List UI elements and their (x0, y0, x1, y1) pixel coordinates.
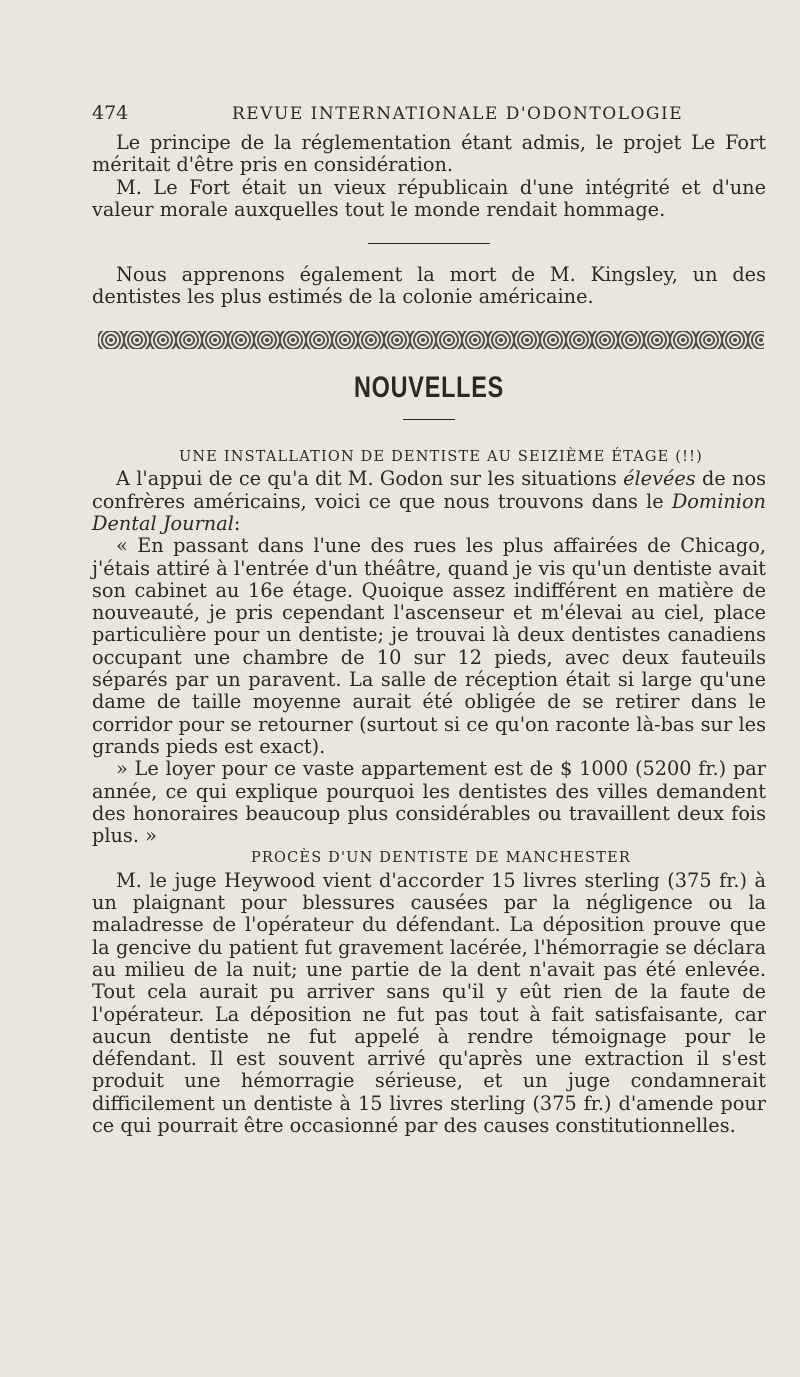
article-1-heading: UNE INSTALLATION DE DENTISTE AU SEIZIÈME ÉTAGE (!!) (178, 449, 704, 466)
intro-paragraph-3: Nous apprenons également la mort de M. Kingsley, un des dentistes les plus estimés de la colonie américaine. (92, 263, 766, 309)
article-1-p1-emphasis-1: élevées (623, 467, 696, 491)
article-1-p1-text-a: A l'appui de ce qu'a dit M. Godon sur les situations (116, 467, 617, 491)
separator-rule (368, 243, 490, 244)
article-1-p1-text-c: : (233, 511, 241, 535)
article-1-p1-text-b: de nos confrères américains, voici ce que nous trouvons dans le (92, 467, 766, 513)
article-1-paragraph-3: » Le loyer pour ce vaste appartement est de $ 1000 (5200 fr.) par année, ce qui explique pourquoi les dentistes des villes demandent des honoraires beaucoup plus considérables ou travaillent deux fois plus. » (92, 757, 766, 848)
intro-paragraph-2: M. Le Fort était un vieux républicain d'une intégrité et d'une valeur morale auxquelles tout le monde rendait hommage. (92, 175, 766, 221)
article-2-paragraph-1: M. le juge Heywood vient d'accorder 15 livres sterling (375 fr.) à un plaignant pour blessures causées par la négligence ou la maladresse de l'opérateur du défendant. La déposition prouve que la gencive du patient fut gravement lacérée, l'hémorragie se déclara au milieu de la nuit; une partie de la dent n'avait pas été enlevée. Tout cela aurait pu arriver sans qu'il y eût rien de la faute de l'opérateur. La déposition ne fut pas tout à fait satisfaisante, car aucun dentiste ne fut appelé à rendre témoignage pour le défendant. Il est souvent arrivé qu'après une extraction il s'est produit une hémorragie sérieuse, et un juge condamnerait difficilement un dentiste à 15 livres sterling (375 fr.) d'amende pour ce qui pourrait être occasionné par des causes constitutionnelles. (92, 868, 766, 1137)
page-body (92, 132, 766, 1137)
running-title: REVUE INTERNATIONALE D'ODONTOLOGIE (232, 104, 684, 124)
article-1-p1-journal-title: Dominion Dental Journal (92, 489, 766, 535)
article-1-paragraph-1 (92, 468, 766, 535)
ornamental-border (98, 331, 764, 349)
intro-paragraph-1: Le principe de la réglementation étant admis, le projet Le Fort méritait d'être pris en considération. (92, 131, 766, 177)
article-1-paragraph-2: « En passant dans l'une des rues les plus affairées de Chicago, j'étais attiré à l'entrée d'un théâtre, quand je vis qu'un dentiste avait son cabinet au 16e étage. Quoique assez indifférent en matière de nouveauté, je pris cependant l'ascenseur et m'élevai au ciel, place particulière pour un dentiste; je trouvai là deux dentistes canadiens occupant une chambre de 10 sur 12 pieds, avec deux fauteuils séparés par un paravent. La salle de réception était si large qu'une dame de taille moyenne aurait été obligée de se retirer dans le corridor pour se retourner (surtout si ce qu'on raconte là-bas sur les grands pieds est exact). (92, 534, 766, 758)
section-title: NOUVELLES (353, 370, 505, 404)
title-rule (403, 419, 455, 420)
article-2-heading: PROCÈS D'UN DENTISTE DE MANCHESTER (250, 850, 632, 867)
page-number: 474 (92, 102, 129, 124)
